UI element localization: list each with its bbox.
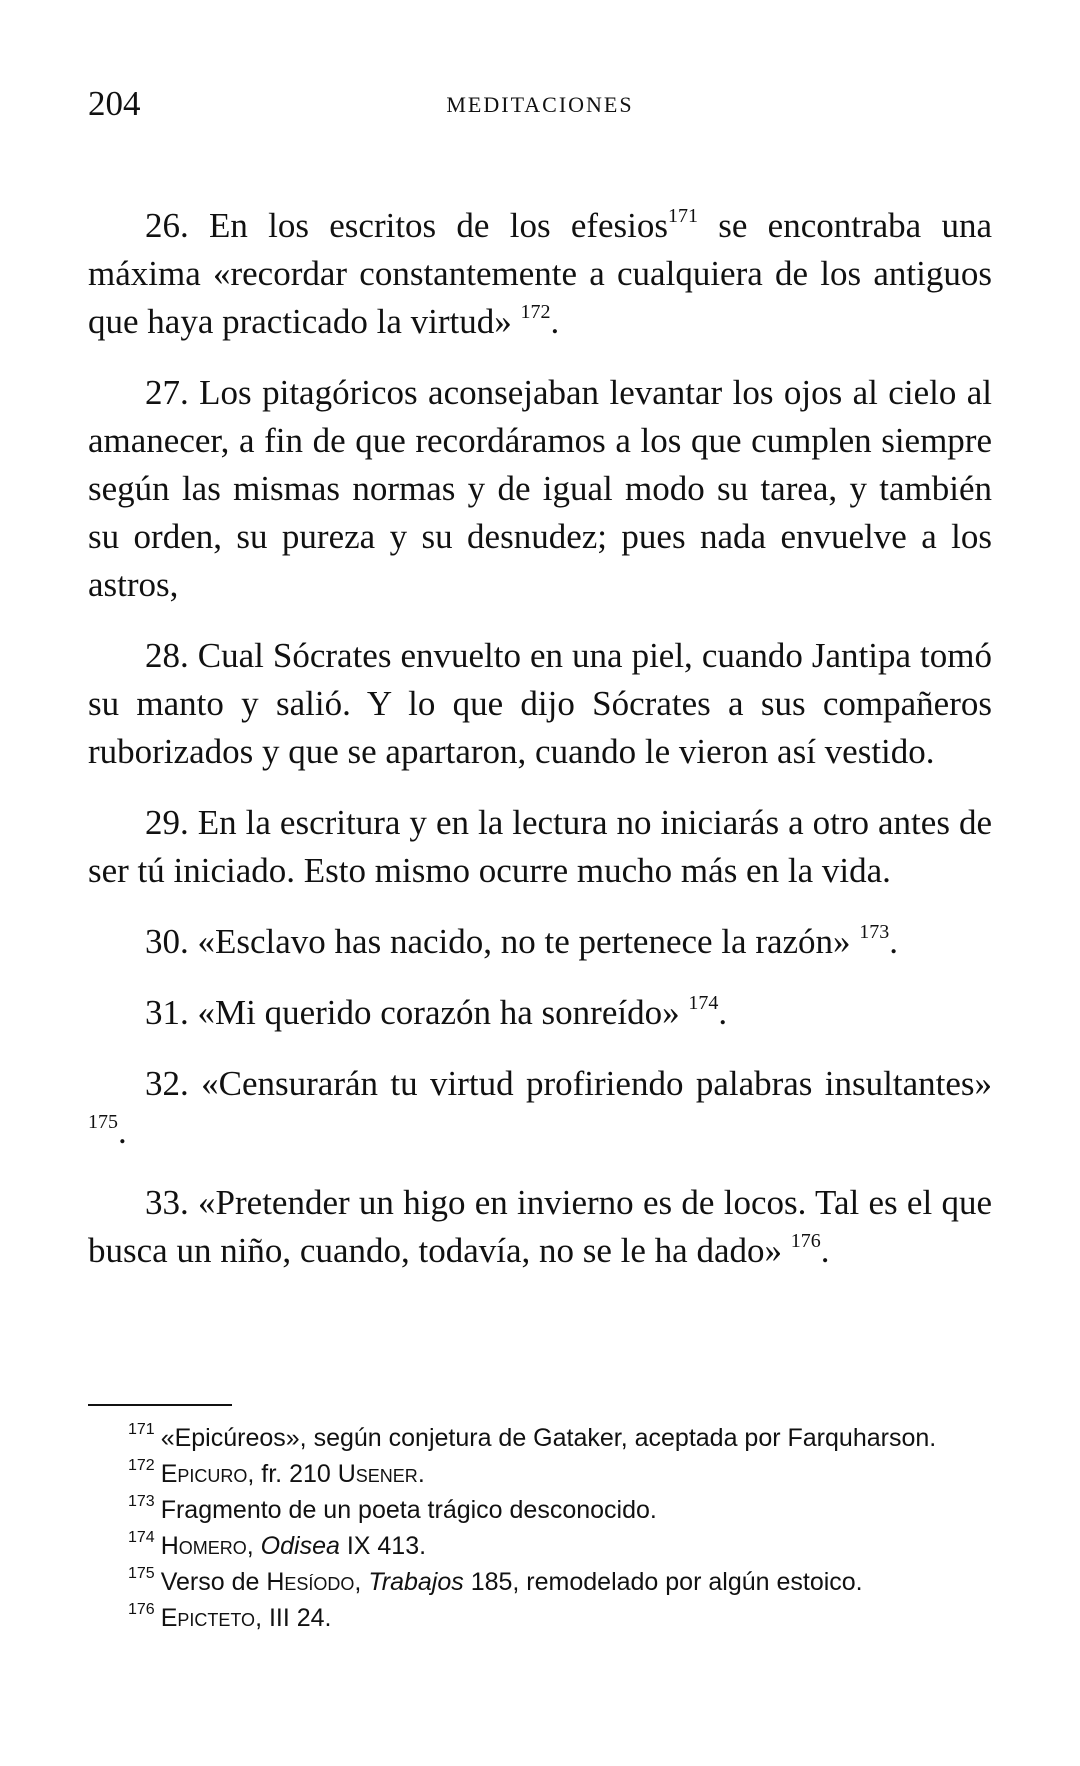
footnote-divider [88,1404,232,1406]
paragraph-number: 27. [145,373,189,412]
footnote-text: Fragmento de un poeta trágico desconocido. [160,1496,657,1524]
footnote-172 [88,1456,992,1492]
footnote-ref-176[interactable]: 176 [790,1230,821,1252]
footnote-ref-175[interactable]: 175 [88,1111,118,1133]
footnote-number: 174 [128,1529,155,1546]
work-title: Trabajos [368,1568,464,1596]
paragraph-text: «Esclavo has nacido, no te pertenece la razón» [197,922,851,961]
paragraph-27 [88,369,992,609]
footnote-ref-171[interactable]: 171 [668,205,699,227]
footnote-text: , [354,1568,369,1596]
paragraph-26 [88,202,992,346]
page-number: 204 [88,84,141,123]
paragraph-text: «Pretender un higo en invierno es de locos. Tal es el que busca un niño, cuando, todavía, no se le ha dado» [88,1183,993,1270]
paragraph-31 [88,989,992,1037]
paragraph-end: . [718,993,728,1032]
page-header [88,84,992,134]
footnote-number: 172 [128,1457,155,1474]
footnote-number: 171 [128,1421,155,1438]
author-name: Epicuro [160,1460,248,1488]
footnotes [88,1420,992,1636]
paragraph-end: . [889,922,899,961]
paragraph-number: 28. [145,636,189,675]
footnote-175 [88,1564,992,1600]
footnote-number: 176 [128,1601,155,1618]
footnote-text: «Epicúreos», según conjetura de Gataker, aceptada por Farquharson. [160,1424,937,1452]
footnote-number: 173 [128,1493,155,1510]
paragraph-text: se encontraba una máxima «recordar constantemente a cualquiera de los antiguos que haya practicado la virtud» [88,206,992,341]
paragraph-text: En la escritura y en la lectura no iniciarás a otro antes de ser tú iniciado. Esto mismo ocurre mucho más en la vida. [88,803,992,890]
footnote-text: 185, remodelado por algún estoico. [463,1568,863,1596]
footnote-text: IX 413. [339,1532,427,1560]
paragraph-text: En los escritos de los efesios [209,206,669,245]
author-name: Homero [160,1532,247,1560]
footnote-number: 175 [128,1565,155,1582]
paragraph-33 [88,1179,992,1275]
paragraph-number: 30. [145,922,189,961]
paragraph-29 [88,799,992,895]
footnote-ref-174[interactable]: 174 [688,992,719,1014]
main-text [88,202,992,1275]
paragraph-number: 29. [145,803,189,842]
author-name: Hesíodo [266,1568,355,1596]
paragraph-number: 31. [145,993,189,1032]
paragraph-text: «Mi querido corazón ha sonreído» [197,993,680,1032]
footnote-text: , [246,1532,261,1560]
paragraph-text: Cual Sócrates envuelto en una piel, cuando Jantipa tomó su manto y salió. Y lo que dijo Sócrates a sus compañeros ruborizados y que se apartaron, cuando le vieron así vestido. [88,636,992,771]
footnote-ref-172[interactable]: 172 [520,301,551,323]
paragraph-end: . [118,1112,127,1151]
paragraph-text: Los pitagóricos aconsejaban levantar los ojos al cielo al amanecer, a fin de que recordáramos a los que cumplen siempre según las mismas normas y de igual modo su tarea, y también su orden, su pureza y su desnudez; pues nada envuelve a los astros, [88,373,993,604]
book-page [88,0,992,1766]
footnote-text: , III 24. [255,1604,332,1632]
footnote-text: . [417,1460,425,1488]
work-title: Odisea [260,1532,340,1560]
footnote-text: , fr. 210 [247,1460,338,1488]
paragraph-text: . [550,302,560,341]
paragraph-30 [88,918,992,966]
footnote-176 [88,1600,992,1636]
footnote-171 [88,1420,992,1456]
footnote-text: Verso de [160,1568,267,1596]
paragraph-number: 26. [145,206,189,245]
paragraph-number: 32. [145,1064,189,1103]
editor-name: Usener [337,1460,418,1488]
author-name: Epicteto [160,1604,256,1632]
running-title: MEDITACIONES [446,92,634,117]
footnote-173 [88,1492,992,1528]
paragraph-28 [88,632,992,776]
paragraph-32 [88,1060,992,1156]
paragraph-end: . [820,1231,830,1270]
paragraph-number: 33. [145,1183,189,1222]
footnote-174 [88,1528,992,1564]
footnote-ref-173[interactable]: 173 [859,921,890,943]
paragraph-text: «Censurarán tu virtud profiriendo palabras insultantes» [201,1064,993,1103]
